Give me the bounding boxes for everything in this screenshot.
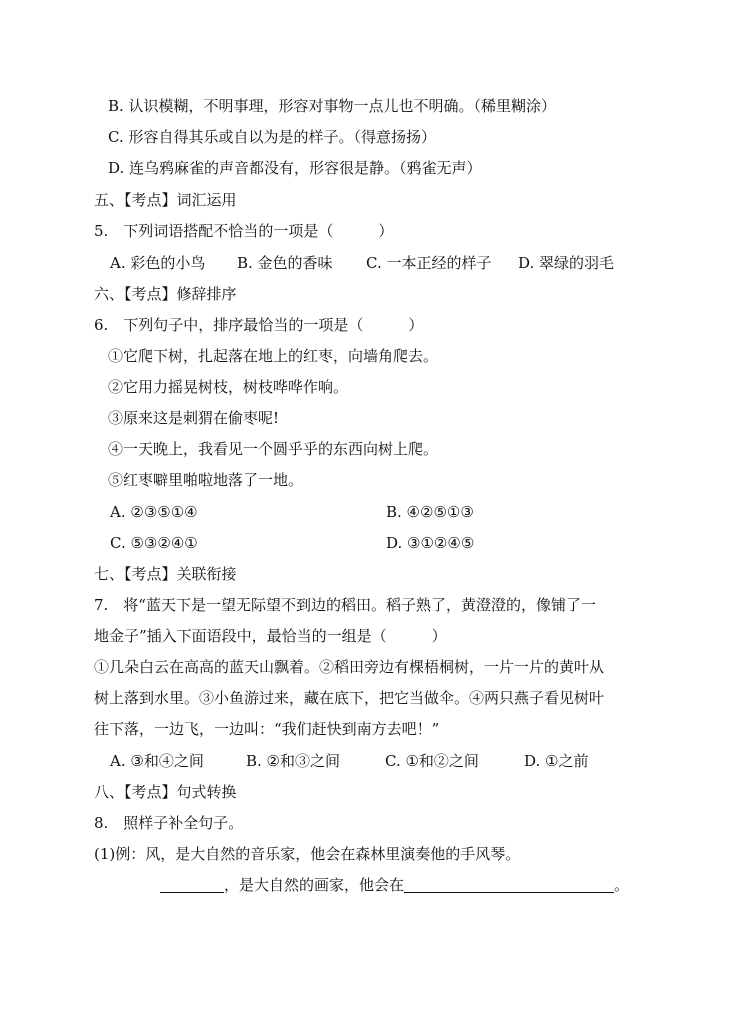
q8-example: (1)例：风，是大自然的音乐家，他会在森林里演奏他的手风琴。	[94, 845, 521, 863]
section-5-heading: 五、【考点】词汇运用	[94, 191, 237, 209]
q4-option-d: D. 连乌鸦麻雀的声音都没有，形容很是静。（鸦雀无声）	[108, 159, 482, 177]
q6-option-d: D. ③①②④⑤	[386, 534, 475, 552]
answer-blank-1[interactable]	[160, 876, 224, 893]
fill-end-text: 。	[614, 876, 630, 894]
q6-option-a: A. ②③⑤①④	[110, 503, 198, 521]
q6-sentence-2: ②它用力摇晃树枝，树枝哗哗作响。	[108, 378, 349, 396]
q7-option-d: D. ①之前	[524, 752, 589, 770]
q8-fill-line	[160, 875, 629, 895]
q6-sentence-4: ④一天晚上，我看见一个圆乎乎的东西向树上爬。	[108, 440, 439, 458]
section-8-heading: 八、【考点】句式转换	[94, 783, 237, 801]
q6-option-c: C. ⑤③②④①	[110, 534, 198, 552]
q7-passage-line-1: ①几朵白云在高高的蓝天山飘着。②稻田旁边有棵梧桐树，一片一片的黄叶从	[94, 658, 605, 676]
q4-option-c: C. 形容自得其乐或自以为是的样子。（得意扬扬）	[108, 128, 436, 146]
q7-option-b: B. ②和③之间	[246, 752, 341, 770]
q5-option-d: D. 翠绿的羽毛	[518, 254, 615, 272]
question-5: 5. 下列词语搭配不恰当的一项是（ ）	[94, 222, 394, 240]
q6-sentence-5: ⑤红枣噼里啪啦地落了一地。	[108, 471, 304, 489]
question-8: 8. 照样子补全句子。	[94, 814, 244, 832]
q6-option-b: B. ④②⑤①③	[386, 503, 474, 521]
fill-middle-text: ，是大自然的画家，他会在	[224, 876, 405, 894]
q7-passage-line-2: 树上落到水里。③小鱼游过来，藏在底下，把它当做伞。④两只燕子看见树叶	[94, 689, 605, 707]
q4-option-b: B. 认识模糊，不明事理，形容对事物一点儿也不明确。（稀里糊涂）	[108, 97, 557, 115]
q5-option-a: A. 彩色的小鸟	[110, 254, 206, 272]
q6-sentence-3: ③原来这是刺猬在偷枣呢!	[108, 409, 280, 427]
q5-option-b: B. 金色的香味	[237, 254, 333, 272]
section-7-heading: 七、【考点】关联衔接	[94, 565, 237, 583]
q7-passage-line-3: 往下落，一边飞，一边叫：“我们赶快到南方去吧！”	[94, 720, 440, 738]
q5-option-c: C. 一本正经的样子	[366, 254, 492, 272]
question-7-line-1: 7. 将“蓝天下是一望无际望不到边的稻田。稻子熟了，黄澄澄的，像铺了一	[94, 596, 596, 614]
q7-option-c: C. ①和②之间	[385, 752, 479, 770]
q7-option-a: A. ③和④之间	[110, 752, 204, 770]
answer-blank-2[interactable]	[404, 876, 614, 893]
question-6: 6. 下列句子中，排序最恰当的一项是（ ）	[94, 316, 424, 334]
q6-sentence-1: ①它爬下树，扎起落在地上的红枣，向墙角爬去。	[108, 347, 439, 365]
question-7-line-2: 地金子”插入下面语段中，最恰当的一组是（ ）	[94, 627, 447, 645]
section-6-heading: 六、【考点】修辞排序	[94, 285, 237, 303]
